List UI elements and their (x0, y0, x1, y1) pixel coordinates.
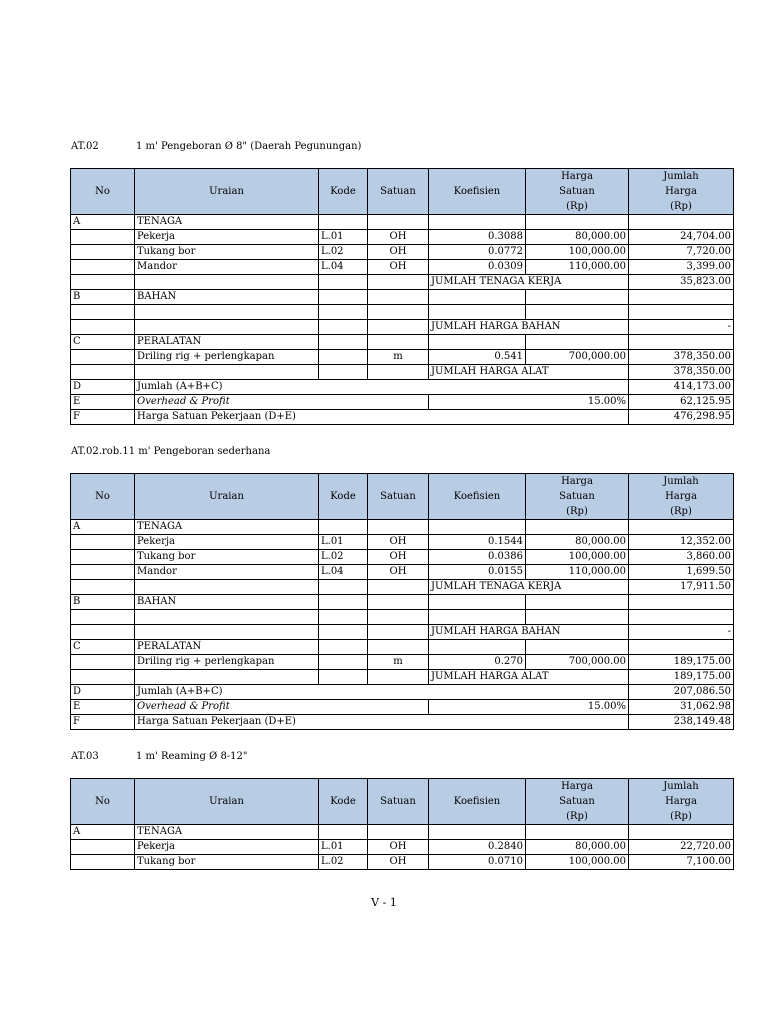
item-uraian: Tukang bor (135, 855, 319, 870)
table-row (71, 260, 734, 275)
subtotal-label: JUMLAH TENAGA KERJA (429, 580, 629, 595)
item-koefisien: 0.270 (429, 655, 526, 670)
table-row (71, 230, 734, 245)
group-label: BAHAN (135, 595, 319, 610)
row-letter: D (71, 380, 135, 395)
item-koefisien: 0.0155 (429, 565, 526, 580)
item-jumlah: 12,352.00 (629, 535, 734, 550)
item-uraian: Driling rig + perlengkapan (135, 350, 319, 365)
overhead-label: Overhead & Profit (135, 395, 429, 410)
header-harga: Harga (526, 169, 629, 185)
header-kode: Kode (319, 169, 368, 215)
section-code: AT.02 (71, 141, 99, 152)
item-koefisien: 0.0710 (429, 855, 526, 870)
header-kode: Kode (319, 474, 368, 520)
item-kode: L.02 (319, 855, 368, 870)
header-koefisien: Koefisien (429, 779, 526, 825)
header-harga: (Rp) (526, 504, 629, 520)
row-letter: C (71, 335, 135, 350)
item-satuan: OH (368, 855, 429, 870)
overhead-value: 62,125.95 (629, 395, 734, 410)
section-title-at02 (71, 141, 361, 152)
subtotal-row-alat (71, 365, 734, 380)
group-row-tenaga (71, 215, 734, 230)
subtotal-label: JUMLAH HARGA ALAT (429, 365, 629, 380)
total-value: 238,149.48 (629, 715, 734, 730)
subtotal-label: JUMLAH TENAGA KERJA (429, 275, 629, 290)
item-kode: L.01 (319, 840, 368, 855)
item-uraian: Pekerja (135, 230, 319, 245)
item-koefisien: 0.1544 (429, 535, 526, 550)
total-value: 476,298.95 (629, 410, 734, 425)
table-row (71, 245, 734, 260)
group-row-bahan (71, 290, 734, 305)
header-jumlah: Harga (629, 489, 734, 504)
group-label: TENAGA (135, 215, 319, 230)
total-row-d (71, 685, 734, 700)
overhead-percent: 15.00% (429, 700, 629, 715)
item-kode: L.02 (319, 245, 368, 260)
item-uraian: Pekerja (135, 535, 319, 550)
header-uraian: Uraian (135, 169, 319, 215)
total-label: Harga Satuan Pekerjaan (D+E) (135, 410, 629, 425)
subtotal-row-bahan (71, 625, 734, 640)
table-row (71, 305, 734, 320)
total-label: Harga Satuan Pekerjaan (D+E) (135, 715, 629, 730)
row-letter: A (71, 825, 135, 840)
table-row (71, 610, 734, 625)
item-satuan: OH (368, 535, 429, 550)
header-harga: Satuan (526, 794, 629, 809)
group-label: TENAGA (135, 825, 319, 840)
header-kode: Kode (319, 779, 368, 825)
header-koefisien: Koefisien (429, 474, 526, 520)
header-jumlah: Jumlah (629, 474, 734, 490)
header-harga: Satuan (526, 489, 629, 504)
subtotal-value: 17,911.50 (629, 580, 734, 595)
header-jumlah: Harga (629, 794, 734, 809)
row-letter: E (71, 700, 135, 715)
header-satuan: Satuan (368, 169, 429, 215)
total-label: Jumlah (A+B+C) (135, 380, 629, 395)
item-kode: L.01 (319, 230, 368, 245)
subtotal-value: - (629, 320, 734, 335)
table-row (71, 535, 734, 550)
item-satuan: OH (368, 230, 429, 245)
header-jumlah: Jumlah (629, 169, 734, 185)
row-letter: F (71, 410, 135, 425)
item-koefisien: 0.3088 (429, 230, 526, 245)
item-kode: L.01 (319, 535, 368, 550)
item-uraian: Tukang bor (135, 550, 319, 565)
header-koefisien: Koefisien (429, 169, 526, 215)
subtotal-label: JUMLAH HARGA BAHAN (429, 625, 629, 640)
item-jumlah: 3,399.00 (629, 260, 734, 275)
header-harga: Harga (526, 474, 629, 490)
header-jumlah: (Rp) (629, 199, 734, 215)
subtotal-value: 35,823.00 (629, 275, 734, 290)
subtotal-row-alat (71, 670, 734, 685)
section-code: AT.02.rob.1 (71, 446, 129, 457)
item-koefisien: 0.2840 (429, 840, 526, 855)
ahsp-table-at02-rob1 (70, 473, 734, 730)
item-harga: 700,000.00 (526, 350, 629, 365)
subtotal-value: 378,350.00 (629, 365, 734, 380)
group-label: PERALATAN (135, 335, 319, 350)
subtotal-label: JUMLAH HARGA BAHAN (429, 320, 629, 335)
row-letter: B (71, 290, 135, 305)
total-value: 414,173.00 (629, 380, 734, 395)
overhead-percent: 15.00% (429, 395, 629, 410)
group-label: BAHAN (135, 290, 319, 305)
item-harga: 80,000.00 (526, 535, 629, 550)
item-harga: 110,000.00 (526, 565, 629, 580)
header-harga: Satuan (526, 184, 629, 199)
section-description: 1 m' Pengeboran sederhana (128, 446, 271, 457)
subtotal-value: 189,175.00 (629, 670, 734, 685)
section-title-at02-rob1 (71, 446, 270, 457)
table-row (71, 565, 734, 580)
item-koefisien: 0.0309 (429, 260, 526, 275)
row-letter: E (71, 395, 135, 410)
table-header-row (71, 779, 734, 795)
group-row-bahan (71, 595, 734, 610)
header-harga: (Rp) (526, 809, 629, 825)
total-row-f (71, 410, 734, 425)
item-jumlah: 3,860.00 (629, 550, 734, 565)
group-row-peralatan (71, 640, 734, 655)
item-kode: L.04 (319, 260, 368, 275)
item-harga: 100,000.00 (526, 550, 629, 565)
row-letter: D (71, 685, 135, 700)
total-label: Jumlah (A+B+C) (135, 685, 629, 700)
table-row (71, 350, 734, 365)
header-jumlah: Harga (629, 184, 734, 199)
group-row-tenaga (71, 520, 734, 535)
item-jumlah: 22,720.00 (629, 840, 734, 855)
item-harga: 100,000.00 (526, 245, 629, 260)
item-jumlah: 7,100.00 (629, 855, 734, 870)
item-kode: L.04 (319, 565, 368, 580)
header-satuan: Satuan (368, 779, 429, 825)
item-satuan: OH (368, 840, 429, 855)
row-letter: A (71, 215, 135, 230)
row-letter: C (71, 640, 135, 655)
section-description: 1 m' Reaming Ø 8-12" (136, 751, 248, 762)
item-jumlah: 24,704.00 (629, 230, 734, 245)
header-uraian: Uraian (135, 779, 319, 825)
section-description: 1 m' Pengeboran Ø 8" (Daerah Pegunungan) (136, 141, 362, 152)
item-satuan: OH (368, 565, 429, 580)
row-letter: B (71, 595, 135, 610)
header-jumlah: (Rp) (629, 809, 734, 825)
table-row (71, 655, 734, 670)
subtotal-row-tenaga (71, 580, 734, 595)
header-harga: (Rp) (526, 199, 629, 215)
header-jumlah: (Rp) (629, 504, 734, 520)
item-uraian: Mandor (135, 260, 319, 275)
item-satuan: OH (368, 550, 429, 565)
table-row (71, 840, 734, 855)
row-letter: F (71, 715, 135, 730)
section-code: AT.03 (71, 751, 99, 762)
table-header-row (71, 169, 734, 185)
overhead-label: Overhead & Profit (135, 700, 429, 715)
subtotal-row-bahan (71, 320, 734, 335)
item-kode: L.02 (319, 550, 368, 565)
item-uraian: Mandor (135, 565, 319, 580)
subtotal-label: JUMLAH HARGA ALAT (429, 670, 629, 685)
item-harga: 110,000.00 (526, 260, 629, 275)
item-koefisien: 0.541 (429, 350, 526, 365)
item-uraian: Driling rig + perlengkapan (135, 655, 319, 670)
item-satuan: m (368, 655, 429, 670)
subtotal-value: - (629, 625, 734, 640)
group-row-tenaga (71, 825, 734, 840)
item-harga: 80,000.00 (526, 230, 629, 245)
item-harga: 700,000.00 (526, 655, 629, 670)
overhead-value: 31,062.98 (629, 700, 734, 715)
ahsp-table-at03 (70, 778, 734, 870)
total-row-f (71, 715, 734, 730)
total-row-e (71, 395, 734, 410)
item-jumlah: 1,699.50 (629, 565, 734, 580)
item-jumlah: 378,350.00 (629, 350, 734, 365)
group-label: PERALATAN (135, 640, 319, 655)
row-letter: A (71, 520, 135, 535)
item-harga: 100,000.00 (526, 855, 629, 870)
header-no: No (71, 169, 135, 215)
item-satuan: m (368, 350, 429, 365)
table-header-row (71, 474, 734, 490)
header-satuan: Satuan (368, 474, 429, 520)
table-row (71, 550, 734, 565)
item-uraian: Tukang bor (135, 245, 319, 260)
header-no: No (71, 779, 135, 825)
item-satuan: OH (368, 245, 429, 260)
subtotal-row-tenaga (71, 275, 734, 290)
total-value: 207,086.50 (629, 685, 734, 700)
page-number: V - 1 (371, 896, 397, 909)
total-row-d (71, 380, 734, 395)
item-jumlah: 189,175.00 (629, 655, 734, 670)
item-satuan: OH (368, 260, 429, 275)
header-jumlah: Jumlah (629, 779, 734, 795)
item-koefisien: 0.0386 (429, 550, 526, 565)
header-harga: Harga (526, 779, 629, 795)
total-row-e (71, 700, 734, 715)
section-title-at03 (71, 751, 248, 762)
item-uraian: Pekerja (135, 840, 319, 855)
item-koefisien: 0.0772 (429, 245, 526, 260)
item-harga: 80,000.00 (526, 840, 629, 855)
header-uraian: Uraian (135, 474, 319, 520)
group-row-peralatan (71, 335, 734, 350)
table-row (71, 855, 734, 870)
group-label: TENAGA (135, 520, 319, 535)
ahsp-table-at02 (70, 168, 734, 425)
item-jumlah: 7,720.00 (629, 245, 734, 260)
header-no: No (71, 474, 135, 520)
